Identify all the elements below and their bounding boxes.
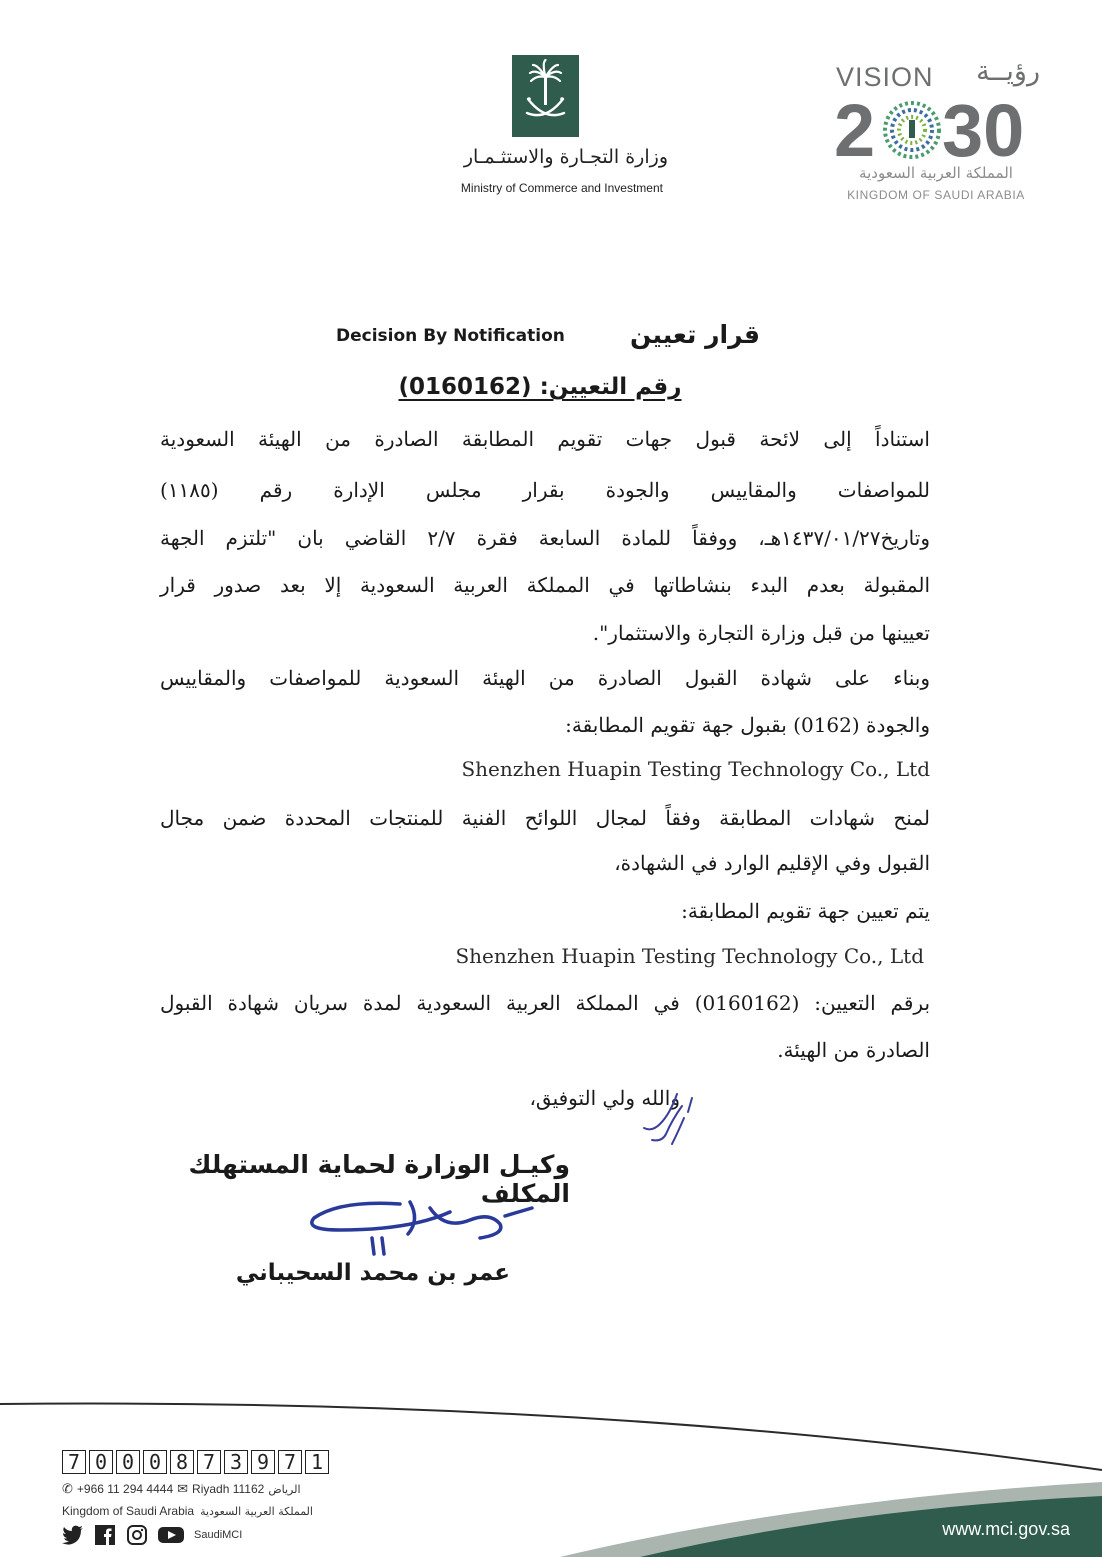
instagram-icon[interactable] — [126, 1525, 148, 1545]
social-handle: SaudiMCI — [194, 1529, 243, 1541]
decision-title-arabic: قرار تعيين — [630, 320, 760, 349]
country-arabic: المملكة العربية السعودية — [200, 1504, 313, 1518]
phone-icon: ✆ — [62, 1481, 73, 1496]
company-name: Shenzhen Huapin Testing Technology Co., Ltd — [461, 757, 930, 781]
barcode-digit: 7 — [62, 1450, 86, 1474]
svg-text:30: 30 — [942, 94, 1025, 164]
barcode-digit: 3 — [224, 1450, 248, 1474]
decision-title-english: Decision By Notification — [336, 326, 565, 346]
body-line: استناداً إلى لائحة قبول جهات تقويم المطابقة الصادرة من الهيئة السعودية — [160, 427, 930, 451]
barcode-digit: 0 — [89, 1450, 113, 1474]
closing-text: والله ولي التوفيق، — [529, 1086, 680, 1110]
signatory-title: وكيـل الوزارة لحماية المستهلك المكلف — [188, 1150, 570, 1208]
appointment-number: رقم التعيين: (0160162) — [398, 374, 682, 400]
barcode-digit: 7 — [278, 1450, 302, 1474]
kingdom-name-english: KINGDOM OF SAUDI ARABIA — [847, 188, 1025, 202]
signatory-name: عمر بن محمد السحيباني — [235, 1260, 510, 1286]
body-line: يتم تعيين جهة تقويم المطابقة: — [681, 899, 930, 923]
body-line: وتاريخ١٤٣٧/٠١/٢٧هـ، ووفقاً للمادة السابعة فقرة ٢/٧ القاضي بان "تلتزم الجهة — [160, 526, 930, 550]
body-line: للمواصفات والمقاييس والجودة بقرار مجلس الإدارة رقم (١١٨٥) — [160, 478, 930, 502]
ministry-emblem — [512, 55, 579, 137]
body-line: وبناء على شهادة القبول الصادرة من الهيئة السعودية للمواصفات والمقاييس — [160, 666, 930, 690]
company-name: Shenzhen Huapin Testing Technology Co., Ltd — [455, 944, 924, 968]
saudi-emblem-icon — [512, 55, 579, 137]
body-line: والجودة (0162) بقبول جهة تقويم المطابقة: — [565, 713, 930, 737]
svg-text:2: 2 — [834, 94, 876, 164]
barcode-digit: 8 — [170, 1450, 194, 1474]
city-arabic: الرياض — [268, 1482, 301, 1496]
vision-2030-logo — [834, 94, 1044, 164]
body-line: برقم التعيين: (0160162) في المملكة العربية السعودية لمدة سريان شهادة القبول — [160, 991, 931, 1015]
social-links — [62, 1524, 242, 1546]
address-line — [62, 1503, 372, 1519]
barcode-digit: 7 — [197, 1450, 221, 1474]
twitter-icon[interactable] — [62, 1525, 84, 1545]
country-english: Kingdom of Saudi Arabia — [62, 1504, 195, 1518]
city-english: Riyadh 11162 — [192, 1482, 265, 1496]
body-line: لمنح شهادات المطابقة وفقاً لمجال اللوائح الفنية للمنتجات المحددة ضمن مجال — [160, 806, 930, 830]
barcode-digit: 1 — [305, 1450, 329, 1474]
website-link[interactable]: www.mci.gov.sa — [942, 1519, 1070, 1539]
contact-line — [62, 1481, 372, 1497]
phone-number: +966 11 294 4444 — [76, 1482, 174, 1496]
ministry-name-english: Ministry of Commerce and Investment — [460, 181, 663, 195]
barcode-digit: 9 — [251, 1450, 275, 1474]
kingdom-name-arabic: المملكة العربية السعودية — [859, 164, 1013, 182]
ministry-name-arabic: وزارة التجـارة والاستثـمـار — [463, 146, 668, 168]
body-line: القبول وفي الإقليم الوارد في الشهادة، — [614, 851, 930, 875]
vision-dots-icon — [885, 103, 939, 157]
vision-word: VISION — [836, 62, 934, 92]
body-line: الصادرة من الهيئة. — [777, 1038, 930, 1062]
barcode-digit: 0 — [143, 1450, 167, 1474]
initials-icon — [622, 1084, 702, 1152]
vision-word-arabic: رؤيــة — [976, 56, 1040, 87]
mail-icon: ✉ — [177, 1481, 189, 1496]
signature-icon — [300, 1190, 540, 1260]
youtube-icon[interactable] — [158, 1525, 184, 1545]
barcode-digit: 0 — [116, 1450, 140, 1474]
body-line: تعيينها من قبل وزارة التجارة والاستثمار". — [592, 621, 930, 645]
facebook-icon[interactable] — [94, 1525, 116, 1545]
body-line: المقبولة بعدم البدء بنشاطاتها في المملكة العربية السعودية إلا بعد صدور قرار — [160, 573, 930, 597]
document-barcode — [62, 1450, 329, 1476]
